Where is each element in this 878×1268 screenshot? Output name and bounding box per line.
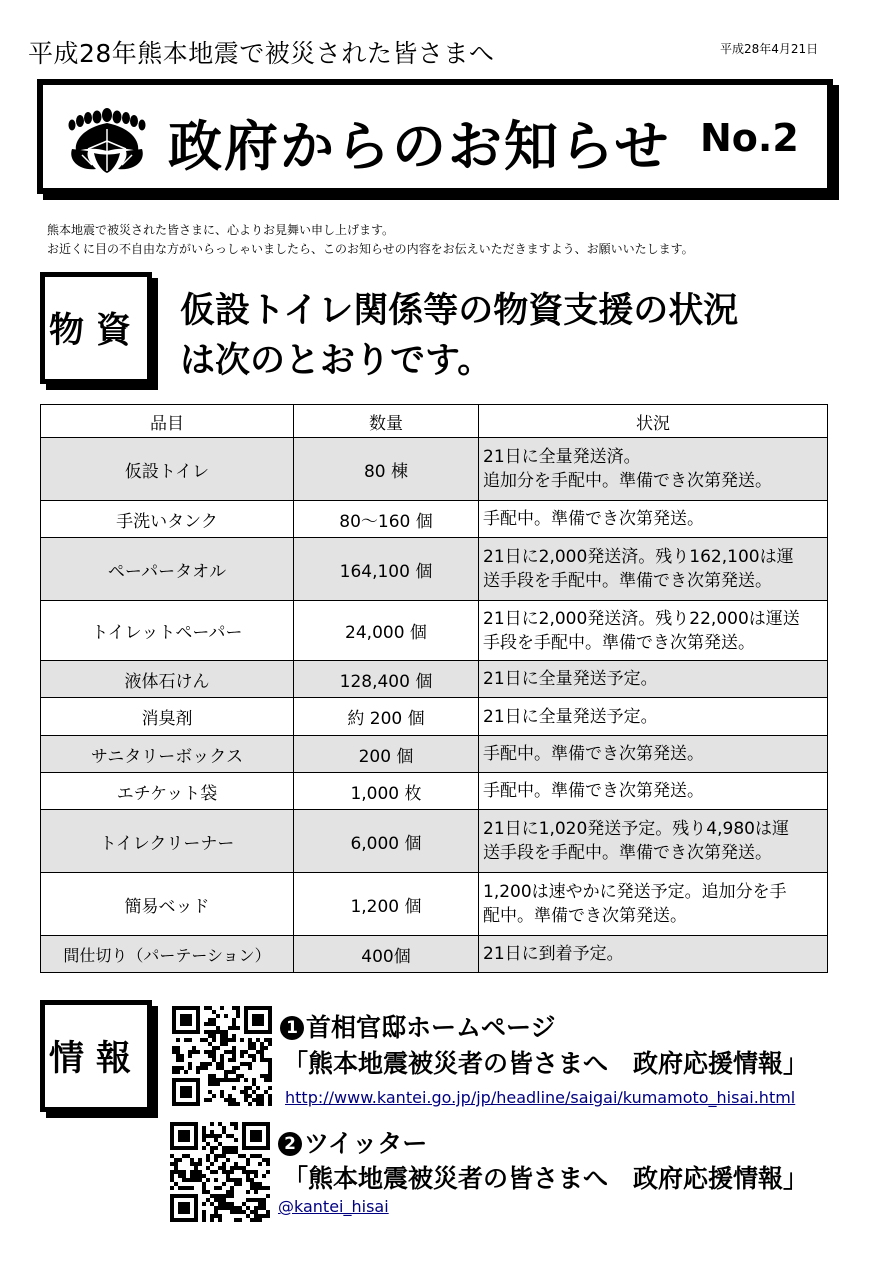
- twitter-handle-link[interactable]: @kantei_hisai: [278, 1197, 389, 1216]
- info-badge: 情報: [40, 1000, 152, 1112]
- status-cell: 21日に2,000発送済。残り22,000は運送 手段を手配中。準備でき次第発送。: [479, 601, 828, 661]
- table-row: [41, 438, 828, 501]
- status-cell: 1,200は速やかに発送予定。追加分を手 配中。準備でき次第発送。: [479, 873, 828, 936]
- supplies-table: [40, 404, 828, 973]
- item-cell: 仮設トイレ: [41, 438, 294, 501]
- quantity-cell: 128,400 個: [294, 661, 479, 698]
- table-row: [41, 661, 828, 698]
- item-cell: 簡易ベッド: [41, 873, 294, 936]
- table-row: [41, 601, 828, 661]
- quantity-cell: 164,100 個: [294, 538, 479, 601]
- quantity-cell: 1,200 個: [294, 873, 479, 936]
- homepage-title: 首相官邸ホームページ: [306, 1013, 556, 1042]
- quantity-cell: 1,000 枚: [294, 773, 479, 810]
- table-row: [41, 736, 828, 773]
- item-cell: トイレットペーパー: [41, 601, 294, 661]
- twitter-qr-code-icon[interactable]: [170, 1122, 270, 1222]
- table-row: [41, 873, 828, 936]
- paulownia-emblem-icon: [66, 105, 148, 175]
- twitter-subtitle: 「熊本地震被災者の皆さまへ 政府応援情報」: [283, 1164, 809, 1193]
- status-cell: 21日に到着予定。: [479, 936, 828, 973]
- twitter-heading: [278, 1124, 427, 1160]
- number-two-icon: 2: [278, 1132, 302, 1156]
- intro-line-2: お近くに目の不自由な方がいらっしゃいましたら、このお知らせの内容をお伝えいただきますよう、お願いいたします。: [47, 242, 694, 256]
- issue-number: No.2: [700, 116, 799, 160]
- item-cell: ペーパータオル: [41, 538, 294, 601]
- supplies-badge: 物資: [40, 272, 152, 384]
- status-cell: 21日に全量発送予定。: [479, 698, 828, 736]
- status-cell: 手配中。準備でき次第発送。: [479, 773, 828, 810]
- audience-heading: 平成28年熊本地震で被災された皆さまへ: [28, 39, 495, 68]
- twitter-title: ツイッター: [304, 1129, 428, 1158]
- homepage-url-link[interactable]: http://www.kantei.go.jp/jp/headline/saigai/kumamoto_hisai.html: [285, 1088, 796, 1107]
- quantity-cell: 80～160 個: [294, 501, 479, 538]
- quantity-cell: 約 200 個: [294, 698, 479, 736]
- homepage-heading: [280, 1008, 556, 1044]
- number-one-icon: 1: [280, 1016, 304, 1040]
- table-row: [41, 810, 828, 873]
- item-cell: 手洗いタンク: [41, 501, 294, 538]
- column-header-item: 品目: [41, 405, 294, 438]
- quantity-cell: 24,000 個: [294, 601, 479, 661]
- item-cell: サニタリーボックス: [41, 736, 294, 773]
- homepage-qr-code-icon[interactable]: [172, 1006, 272, 1106]
- supplies-heading-line-2: は次のとおりです。: [180, 341, 493, 381]
- table-row: [41, 698, 828, 736]
- item-cell: エチケット袋: [41, 773, 294, 810]
- quantity-cell: 80 棟: [294, 438, 479, 501]
- page-title: 政府からのお知らせ: [168, 115, 671, 178]
- status-cell: 手配中。準備でき次第発送。: [479, 501, 828, 538]
- table-header-row: [41, 405, 828, 438]
- issue-date: 平成28年4月21日: [720, 42, 819, 56]
- item-cell: 消臭剤: [41, 698, 294, 736]
- status-cell: 21日に2,000発送済。残り162,100は運 送手段を手配中。準備でき次第発送。: [479, 538, 828, 601]
- table-row: [41, 501, 828, 538]
- table-row: [41, 936, 828, 973]
- status-cell: 21日に全量発送済。 追加分を手配中。準備でき次第発送。: [479, 438, 828, 501]
- item-cell: トイレクリーナー: [41, 810, 294, 873]
- table-row: [41, 538, 828, 601]
- status-cell: 手配中。準備でき次第発送。: [479, 736, 828, 773]
- status-cell: 21日に全量発送予定。: [479, 661, 828, 698]
- column-header-status: 状況: [479, 405, 828, 438]
- item-cell: 間仕切り（パーテーション）: [41, 936, 294, 973]
- homepage-subtitle: 「熊本地震被災者の皆さまへ 政府応援情報」: [283, 1049, 809, 1078]
- item-cell: 液体石けん: [41, 661, 294, 698]
- column-header-quantity: 数量: [294, 405, 479, 438]
- supplies-heading-line-1: 仮設トイレ関係等の物資支援の状況: [180, 291, 739, 331]
- quantity-cell: 6,000 個: [294, 810, 479, 873]
- status-cell: 21日に1,020発送予定。残り4,980は運 送手段を手配中。準備でき次第発送。: [479, 810, 828, 873]
- table-row: [41, 773, 828, 810]
- quantity-cell: 400個: [294, 936, 479, 973]
- supplies-heading: [180, 286, 738, 386]
- quantity-cell: 200 個: [294, 736, 479, 773]
- intro-line-1: 熊本地震で被災された皆さまに、心よりお見舞い申し上げます。: [47, 223, 395, 237]
